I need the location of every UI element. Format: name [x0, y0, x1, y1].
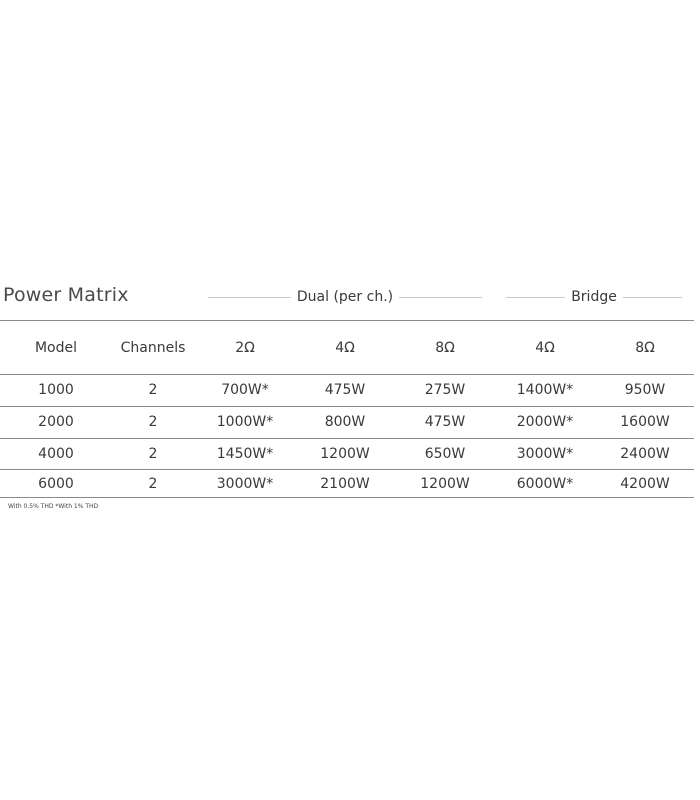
column-header-dual-8ohm: 8Ω: [435, 340, 455, 356]
cell-dual-4ohm: 1200W: [320, 446, 370, 462]
cell-model: 2000: [38, 414, 74, 430]
dual-group-header: [208, 287, 482, 307]
cell-model: 6000: [38, 476, 74, 492]
cell-channels: 2: [148, 382, 158, 398]
cell-bridge-8ohm: 2400W: [620, 446, 670, 462]
divider: [208, 297, 291, 298]
row-divider: [0, 469, 694, 470]
divider: [399, 297, 482, 298]
page-title: Power Matrix: [3, 284, 129, 306]
cell-channels: 2: [148, 476, 158, 492]
divider: [623, 297, 682, 298]
divider: [506, 297, 565, 298]
table-top-border: [0, 320, 694, 321]
cell-channels: 2: [148, 414, 158, 430]
cell-dual-8ohm: 650W: [424, 446, 466, 462]
cell-dual-8ohm: 475W: [424, 414, 466, 430]
column-header-bridge-8ohm: 8Ω: [635, 340, 655, 356]
column-header-model: Model: [34, 340, 78, 356]
cell-bridge-4ohm: 6000W*: [516, 476, 574, 492]
cell-bridge-4ohm: 1400W*: [516, 382, 574, 398]
row-divider: [0, 438, 694, 439]
column-header-dual-4ohm: 4Ω: [335, 340, 355, 356]
cell-dual-4ohm: 2100W: [320, 476, 370, 492]
row-divider: [0, 406, 694, 407]
cell-dual-4ohm: 800W: [324, 414, 366, 430]
footnote: With 0.5% THD *With 1% THD: [8, 503, 99, 510]
cell-dual-2ohm: 1450W*: [216, 446, 274, 462]
dual-group-label: Dual (per ch.): [296, 289, 394, 305]
header-divider: [0, 374, 694, 375]
cell-dual-2ohm: 700W*: [221, 382, 269, 398]
cell-dual-4ohm: 475W: [324, 382, 366, 398]
cell-dual-8ohm: 275W: [424, 382, 466, 398]
cell-bridge-8ohm: 1600W: [620, 414, 670, 430]
cell-dual-2ohm: 1000W*: [216, 414, 274, 430]
cell-bridge-8ohm: 950W: [624, 382, 666, 398]
cell-bridge-4ohm: 3000W*: [516, 446, 574, 462]
column-header-channels: Channels: [120, 340, 186, 356]
bridge-group-header: [506, 287, 682, 307]
column-header-bridge-4ohm: 4Ω: [535, 340, 555, 356]
cell-channels: 2: [148, 446, 158, 462]
cell-bridge-8ohm: 4200W: [620, 476, 670, 492]
cell-model: 1000: [38, 382, 74, 398]
cell-dual-2ohm: 3000W*: [216, 476, 274, 492]
column-header-dual-2ohm: 2Ω: [235, 340, 255, 356]
bridge-group-label: Bridge: [571, 289, 617, 305]
cell-bridge-4ohm: 2000W*: [516, 414, 574, 430]
table-bottom-border: [0, 497, 694, 498]
cell-model: 4000: [38, 446, 74, 462]
cell-dual-8ohm: 1200W: [420, 476, 470, 492]
